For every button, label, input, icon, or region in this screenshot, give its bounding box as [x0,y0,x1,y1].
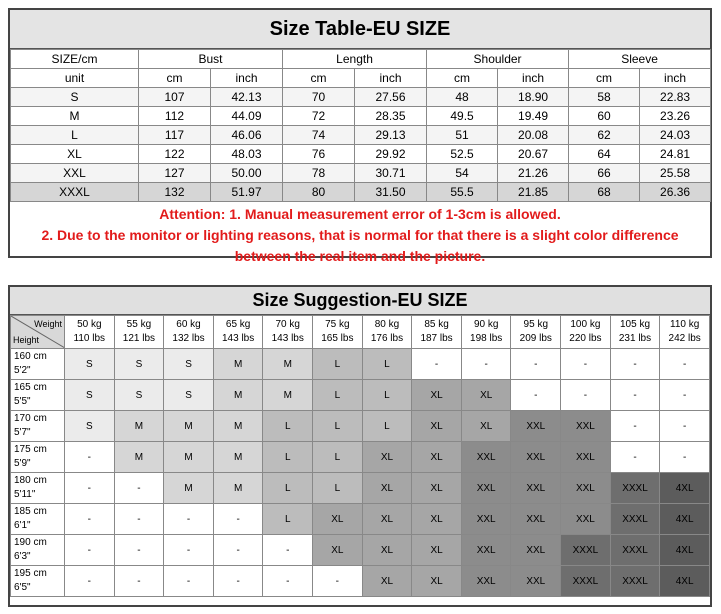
weight-lbs: 121 lbs [122,333,156,344]
suggested-size-cell: XXXL [610,473,660,504]
weight-header-cell [65,316,115,349]
size-cell: 22.83 [640,88,711,107]
size-cell: 29.92 [355,145,427,164]
size-unit-cell: unit [11,69,139,88]
weight-lbs: 143 lbs [271,333,304,344]
size-suggestion-title: Size Suggestion-EU SIZE [10,287,710,315]
size-unit-cell: cm [139,69,211,88]
suggested-size-cell: - [610,411,660,442]
suggested-size-cell: XXL [461,442,511,473]
size-cell: 107 [139,88,211,107]
suggested-size-cell: XXL [511,504,561,535]
size-cell: 76 [283,145,355,164]
suggested-size-cell: L [313,473,363,504]
size-row-xxxl [11,183,711,202]
size-table-grid [10,49,711,202]
suggested-size-cell: XL [362,473,412,504]
weight-kg: 90 kg [473,319,499,330]
weight-kg: 110 kg [670,319,700,330]
size-cell: 21.85 [498,183,569,202]
size-cell: 31.50 [355,183,427,202]
weight-lbs: 187 lbs [420,333,453,344]
weight-kg: 50 kg [77,319,102,330]
suggested-size-cell: 4XL [660,566,710,597]
suggested-size-cell: M [114,411,164,442]
weight-lbs: 143 lbs [222,333,255,344]
suggested-size-cell: M [114,442,164,473]
suggested-size-cell: L [263,504,313,535]
suggested-size-cell: M [213,349,263,380]
weight-header-cell [313,316,363,349]
suggested-size-cell: - [511,380,561,411]
suggested-size-cell: - [65,566,115,597]
suggested-size-cell: XXL [461,566,511,597]
size-unit-cell: inch [355,69,427,88]
suggested-size-cell: XXL [561,473,611,504]
size-unit-cell: cm [569,69,640,88]
suggested-size-cell: L [263,473,313,504]
suggested-size-cell: XL [412,442,462,473]
suggested-size-cell: XXL [561,442,611,473]
weight-header-cell [164,316,214,349]
height-ft: 5'7" [14,427,31,438]
suggested-size-cell: XL [313,535,363,566]
height-ft: 6'3" [14,551,31,562]
height-row [11,442,710,473]
suggested-size-cell: - [412,349,462,380]
weight-lbs: 220 lbs [569,333,602,344]
suggested-size-cell: 4XL [660,535,710,566]
size-cell: XL [11,145,139,164]
size-cell: 54 [427,164,498,183]
suggested-size-cell: - [164,535,214,566]
suggested-size-cell: L [313,411,363,442]
height-cm: 170 cm [14,413,47,424]
size-unit-row [11,69,711,88]
size-cell: XXXL [11,183,139,202]
weight-kg: 55 kg [126,319,152,330]
height-ft: 6'5" [14,582,31,593]
suggested-size-cell: - [213,504,263,535]
height-cm: 160 cm [14,351,47,362]
suggested-size-cell: XXXL [561,535,611,566]
weight-lbs: 198 lbs [470,333,503,344]
size-cell: 44.09 [211,107,283,126]
suggested-size-cell: - [65,504,115,535]
suggested-size-cell: XL [362,504,412,535]
suggested-size-cell: L [263,442,313,473]
size-cell: M [11,107,139,126]
size-cell: 62 [569,126,640,145]
size-cell: 72 [283,107,355,126]
suggested-size-cell: - [610,380,660,411]
size-cell: 25.58 [640,164,711,183]
size-cell: 48.03 [211,145,283,164]
size-cell: 60 [569,107,640,126]
suggested-size-cell: - [114,535,164,566]
suggested-size-cell: M [263,349,313,380]
suggested-size-cell: XL [412,411,462,442]
suggested-size-cell: - [114,473,164,504]
suggested-size-cell: M [164,442,214,473]
height-cell [11,442,65,473]
weight-header-cell [561,316,611,349]
suggested-size-cell: - [65,535,115,566]
suggested-size-cell: XXXL [610,566,660,597]
suggested-size-cell: - [610,442,660,473]
suggested-size-cell: XL [313,504,363,535]
size-cell: 117 [139,126,211,145]
suggested-size-cell: XL [412,504,462,535]
size-cell: 23.26 [640,107,711,126]
suggested-size-cell: M [213,380,263,411]
size-header-shoulder: Shoulder [427,50,569,69]
suggested-size-cell: - [164,504,214,535]
suggested-size-cell: XL [412,380,462,411]
size-cell: 27.56 [355,88,427,107]
height-cm: 190 cm [14,537,47,548]
suggested-size-cell: - [461,349,511,380]
size-cell: 24.03 [640,126,711,145]
size-suggestion-table [8,285,712,607]
size-header-row [11,50,711,69]
suggested-size-cell: M [213,411,263,442]
suggested-size-cell: L [362,380,412,411]
size-cell: 18.90 [498,88,569,107]
suggested-size-cell: XXL [561,411,611,442]
size-cell: 58 [569,88,640,107]
suggested-size-cell: S [164,349,214,380]
suggested-size-cell: XL [461,411,511,442]
weight-height-corner [11,316,65,349]
suggested-size-cell: - [660,349,710,380]
size-cell: 42.13 [211,88,283,107]
size-cell: 55.5 [427,183,498,202]
weight-lbs: 176 lbs [370,333,404,344]
weight-lbs: 132 lbs [172,333,205,344]
size-cell: S [11,88,139,107]
size-unit-cell: cm [283,69,355,88]
weight-header-cell [610,316,660,349]
height-cell [11,566,65,597]
size-header-length: Length [283,50,427,69]
size-unit-cell: cm [427,69,498,88]
weight-header-cell [114,316,164,349]
weight-lbs: 165 lbs [321,333,354,344]
suggested-size-cell: - [65,473,115,504]
suggested-size-cell: L [263,411,313,442]
suggested-size-cell: XL [412,535,462,566]
size-cell: 122 [139,145,211,164]
suggested-size-cell: XXXL [610,535,660,566]
suggested-size-cell: - [660,442,710,473]
size-table-title: Size Table-EU SIZE [10,10,710,49]
height-ft: 5'11" [14,489,36,500]
suggested-size-cell: M [164,411,214,442]
suggested-size-cell: - [561,380,611,411]
weight-header-cell [461,316,511,349]
suggested-size-cell: - [114,566,164,597]
corner-height-label: Height [13,335,40,345]
suggested-size-cell: XL [362,535,412,566]
suggested-size-cell: - [213,566,263,597]
weight-header-cell [213,316,263,349]
height-cell [11,473,65,504]
weight-header-cell [412,316,462,349]
weight-kg: 100 kg [570,319,601,330]
size-unit-cell: inch [640,69,711,88]
suggested-size-cell: - [660,380,710,411]
suggested-size-cell: - [561,349,611,380]
size-cell: 127 [139,164,211,183]
size-cell: 29.13 [355,126,427,145]
suggested-size-cell: S [65,349,115,380]
suggested-size-cell: XXL [511,442,561,473]
size-cell: 20.67 [498,145,569,164]
suggested-size-cell: S [65,380,115,411]
size-cell: 112 [139,107,211,126]
size-table [8,8,712,264]
weight-kg: 65 kg [225,319,251,330]
height-row [11,566,710,597]
size-header-sleeve: Sleeve [569,50,711,69]
suggested-size-cell: S [164,380,214,411]
suggested-size-cell: XL [412,473,462,504]
height-cm: 195 cm [14,568,47,579]
size-header-bust: Bust [139,50,283,69]
size-cell: 51 [427,126,498,145]
height-row [11,349,710,380]
weight-header-cell [511,316,561,349]
height-row [11,380,710,411]
suggested-size-cell: S [114,349,164,380]
size-cell: 50.00 [211,164,283,183]
size-cell: 68 [569,183,640,202]
size-cell: 64 [569,145,640,164]
suggested-size-cell: XXXL [561,566,611,597]
suggested-size-cell: M [263,380,313,411]
size-row-m [11,107,711,126]
size-cell: 52.5 [427,145,498,164]
weight-kg: 70 kg [275,319,300,330]
suggested-size-cell: XXL [461,504,511,535]
height-cell [11,411,65,442]
suggested-size-cell: XXL [511,411,561,442]
height-cm: 175 cm [14,444,47,455]
corner-weight-label: Weight [34,319,62,329]
weight-header-cell [362,316,412,349]
size-cell: 19.49 [498,107,569,126]
height-ft: 5'9" [14,458,31,469]
height-ft: 5'2" [14,365,31,376]
suggested-size-cell: L [313,380,363,411]
suggested-size-cell: M [164,473,214,504]
suggested-size-cell: - [213,535,263,566]
suggested-size-cell: XL [362,566,412,597]
size-cell: 21.26 [498,164,569,183]
size-cell: 26.36 [640,183,711,202]
size-cell: 74 [283,126,355,145]
suggested-size-cell: XL [362,442,412,473]
weight-lbs: 242 lbs [668,333,701,344]
height-cell [11,535,65,566]
height-row [11,535,710,566]
suggested-size-cell: XL [412,566,462,597]
attention-line-2: 2. Due to the monitor or lighting reasons, that is normal for that there is a slight color difference [41,227,679,243]
size-cell: 51.97 [211,183,283,202]
attention-line-3: between the real item and the picture. [234,248,486,264]
size-cell: 30.71 [355,164,427,183]
height-ft: 5'5" [14,396,31,407]
height-cell [11,349,65,380]
suggested-size-cell: M [213,473,263,504]
suggested-size-cell: XL [461,380,511,411]
size-row-xxl [11,164,711,183]
size-row-s [11,88,711,107]
suggested-size-cell: XXXL [610,504,660,535]
size-cell: 70 [283,88,355,107]
size-unit-cell: inch [211,69,283,88]
height-row [11,504,710,535]
suggested-size-cell: XXL [561,504,611,535]
weight-lbs: 209 lbs [519,333,552,344]
suggested-size-cell: S [114,380,164,411]
suggested-size-cell: - [263,535,313,566]
suggested-size-cell: L [362,411,412,442]
size-row-l [11,126,711,145]
suggested-size-cell: - [660,411,710,442]
suggested-size-cell: - [313,566,363,597]
suggested-size-cell: L [313,442,363,473]
size-header-label: SIZE/cm [11,50,139,69]
size-cell: 24.81 [640,145,711,164]
size-cell: 132 [139,183,211,202]
suggested-size-cell: 4XL [660,473,710,504]
size-unit-cell: inch [498,69,569,88]
size-cell: 66 [569,164,640,183]
height-cm: 165 cm [14,382,47,393]
suggested-size-cell: - [65,442,115,473]
suggested-size-cell: - [610,349,660,380]
weight-header-cell [660,316,710,349]
suggested-size-cell: - [263,566,313,597]
suggested-size-cell: XXL [461,535,511,566]
weight-kg: 105 kg [619,319,651,330]
height-cm: 185 cm [14,506,47,517]
size-row-xl [11,145,711,164]
size-cell: XXL [11,164,139,183]
size-cell: 48 [427,88,498,107]
height-row [11,473,710,504]
height-row [11,411,710,442]
height-cell [11,380,65,411]
weight-lbs: 110 lbs [73,333,106,344]
size-cell: 80 [283,183,355,202]
suggested-size-cell: XXL [511,473,561,504]
suggested-size-cell: XXL [511,535,561,566]
suggested-size-cell: - [164,566,214,597]
weight-kg: 75 kg [325,319,350,330]
attention-note [10,202,710,267]
size-cell: 78 [283,164,355,183]
size-cell: L [11,126,139,145]
suggested-size-cell: L [313,349,363,380]
attention-line-1: Attention: 1. Manual measurement error of 1-3cm is allowed. [159,206,561,222]
height-ft: 6'1" [14,520,31,531]
size-cell: 46.06 [211,126,283,145]
suggested-size-cell: - [511,349,561,380]
suggested-size-cell: S [65,411,115,442]
weight-kg: 85 kg [424,319,449,330]
size-cell: 49.5 [427,107,498,126]
suggested-size-cell: M [213,442,263,473]
height-cell [11,504,65,535]
suggested-size-cell: 4XL [660,504,710,535]
suggested-size-cell: - [114,504,164,535]
weight-kg: 95 kg [523,319,549,330]
suggested-size-cell: XXL [461,473,511,504]
size-suggestion-grid [10,315,710,597]
suggested-size-cell: XXL [511,566,561,597]
suggested-size-cell: L [362,349,412,380]
size-cell: 20.08 [498,126,569,145]
weight-kg: 80 kg [374,319,400,330]
size-cell: 28.35 [355,107,427,126]
weight-lbs: 231 lbs [618,333,652,344]
weight-header-row [11,316,710,349]
weight-kg: 60 kg [176,319,201,330]
height-cm: 180 cm [14,475,47,486]
weight-header-cell [263,316,313,349]
